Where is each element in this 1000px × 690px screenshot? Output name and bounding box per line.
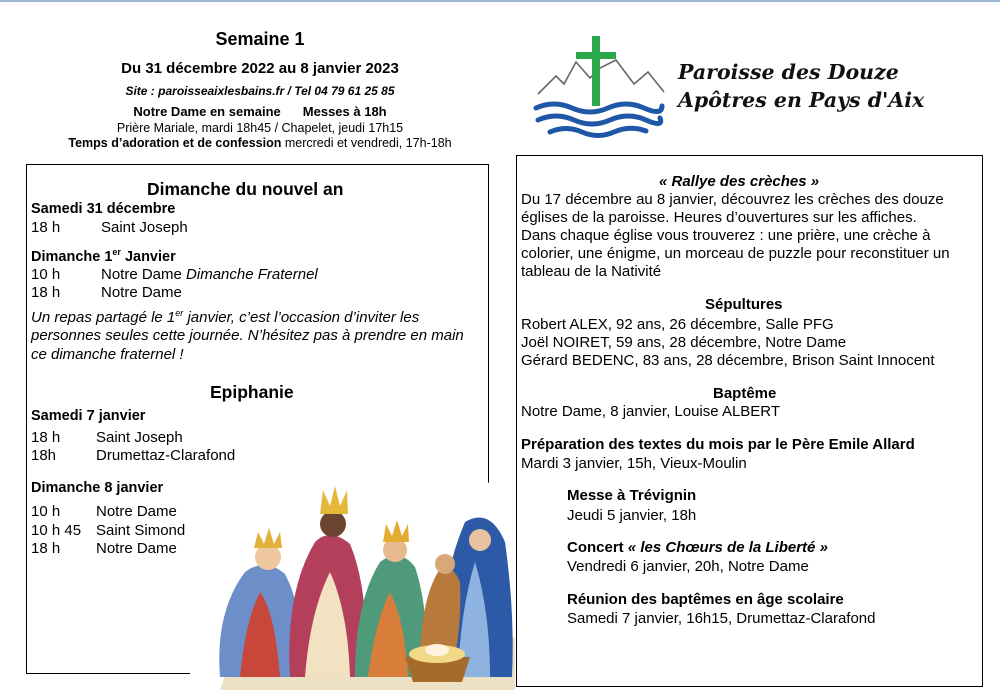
concert-title: Concert « les Chœurs de la Liberté » [567, 539, 828, 556]
trevignin-title: Messe à Trévignin [567, 487, 697, 504]
three-kings-illustration [190, 462, 515, 690]
funerals-title: Sépultures [705, 296, 783, 313]
fraternal-note: Un repas partagé le 1er janvier, c’est l’occasion d’inviter les [31, 308, 420, 326]
week-dates: Du 31 décembre 2022 au 8 janvier 2023 [121, 60, 399, 77]
rallye-text: Dans chaque église vous trouverez : une prière, une crèche à [521, 227, 931, 244]
schedule-place: Notre Dame Dimanche Fraternel [101, 266, 318, 283]
schedule-place: Saint Joseph [101, 219, 188, 236]
weekday-masses [40, 104, 480, 119]
rallye-title: « Rallye des crèches » [659, 173, 820, 190]
preparation-title: Préparation des textes du mois par le Père Emile Allard [521, 436, 915, 453]
schedule-place: Saint Simond [96, 522, 186, 539]
day-heading: Samedi 7 janvier [31, 408, 146, 424]
fraternal-note-line2: personnes seules cette journée. N’hésitez pas à prendre en main [31, 327, 464, 344]
parish-name-line2: Apôtres en Pays d'Aix [678, 88, 925, 112]
adoration-times [40, 136, 480, 150]
schedule-time: 10 h [31, 266, 61, 283]
schedule-time: 18h [31, 447, 57, 464]
sunday-title: Dimanche du nouvel an [147, 179, 344, 199]
funeral-entry: Gérard BEDENC, 83 ans, 28 décembre, Brison Saint Innocent [521, 352, 935, 369]
schedule-place: Saint Joseph [96, 429, 183, 446]
concert-entry: Vendredi 6 janvier, 20h, Notre Dame [567, 558, 809, 575]
mountains-icon [538, 60, 664, 94]
parish-name-line1: Paroisse des Douze [678, 60, 899, 84]
announcements-box [516, 155, 983, 687]
site-contact: Site : paroisseaixlesbains.fr / Tel 04 79 61 25 85 [125, 84, 395, 98]
reunion-title: Réunion des baptêmes en âge scolaire [567, 591, 844, 608]
baptism-title: Baptême [713, 385, 777, 402]
week-title: Semaine 1 [215, 29, 305, 49]
funeral-entry: Robert ALEX, 92 ans, 26 décembre, Salle PFG [521, 316, 834, 333]
day-heading: Dimanche 1er Janvier [31, 247, 176, 265]
reunion-entry: Samedi 7 janvier, 16h15, Drumettaz-Clarafond [567, 610, 876, 627]
epiphany-title: Epiphanie [210, 382, 294, 402]
schedule-time: 18 h [31, 219, 61, 236]
rallye-text: colorier, une énigme, un morceau de puzzle pour reconstituer un [521, 245, 950, 262]
schedule-time: 10 h 45 [31, 522, 82, 539]
cross-icon [592, 36, 600, 106]
baptism-entry: Notre Dame, 8 janvier, Louise ALBERT [521, 403, 781, 420]
top-border [0, 0, 1000, 2]
preparation-entry: Mardi 3 janvier, 15h, Vieux-Moulin [521, 455, 747, 472]
day-heading: Samedi 31 décembre [31, 201, 176, 217]
rallye-text: Du 17 décembre au 8 janvier, découvrez les crèches des douze [521, 191, 944, 208]
manger [405, 644, 470, 682]
adoration-label: Temps d’adoration et de confession [68, 136, 282, 150]
schedule-time: 10 h [31, 503, 61, 520]
schedule-place: Notre Dame [101, 284, 182, 301]
adoration-schedule: mercredi et vendredi, 17h-18h [281, 136, 452, 150]
fraternal-note-line3: ce dimanche fraternel ! [31, 346, 184, 363]
funeral-entry: Joël NOIRET, 59 ans, 28 décembre, Notre Dame [521, 334, 847, 351]
day-heading: Dimanche 8 janvier [31, 480, 164, 496]
prayer-times: Prière Mariale, mardi 18h45 / Chapelet, jeudi 17h15 [116, 121, 404, 135]
schedule-time: 18 h [31, 429, 61, 446]
schedule-time: 18 h [31, 284, 61, 301]
schedule-place: Drumettaz-Clarafond [96, 447, 236, 464]
weekday-mass-time: Messes à 18h [302, 104, 387, 119]
rallye-text: tableau de la Nativité [521, 263, 662, 280]
rallye-text: églises de la paroisse. Heures d’ouvertures sur les affiches. [521, 209, 917, 226]
trevignin-entry: Jeudi 5 janvier, 18h [567, 507, 697, 524]
waves-icon [536, 104, 662, 136]
schedule-time: 18 h [31, 540, 61, 557]
weekday-label: Notre Dame en semaine [133, 104, 281, 119]
schedule-place: Notre Dame [96, 540, 177, 557]
parish-logo [530, 32, 670, 144]
schedule-place: Notre Dame [96, 503, 177, 520]
